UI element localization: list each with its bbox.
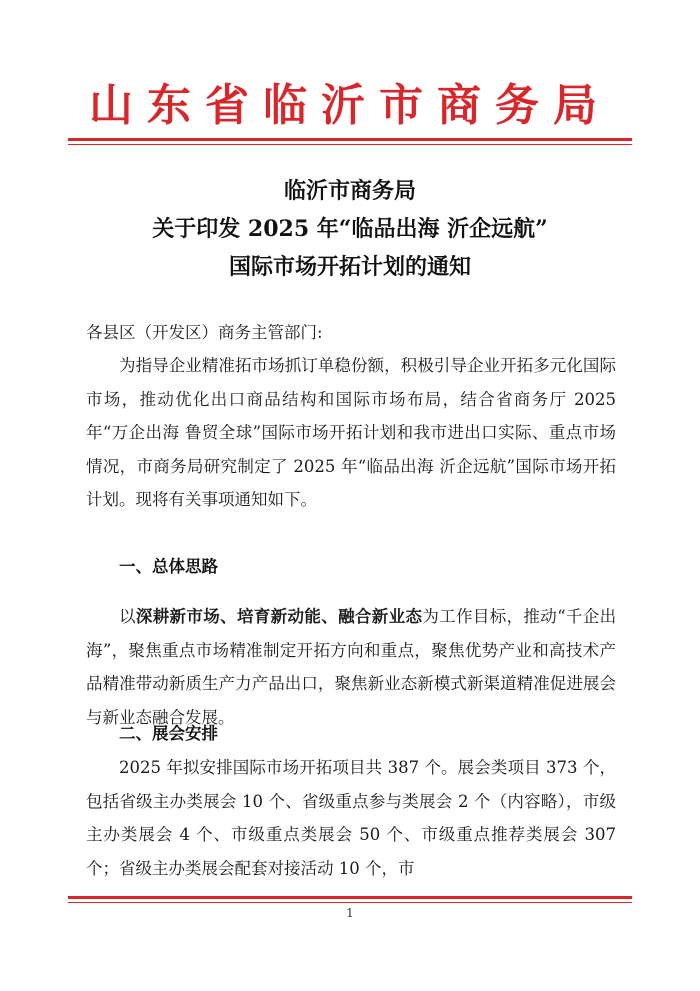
- footer-divider-thick: [68, 896, 632, 899]
- footer-divider-thin: [68, 902, 632, 903]
- letterhead-divider-thin: [68, 144, 632, 145]
- title-line-3: 国际市场开拓计划的通知: [228, 254, 471, 280]
- salutation: 各县区（开发区）商务主管部门:: [86, 323, 323, 342]
- title-line-2: 关于印发 2025 年“临品出海 沂企远航”: [152, 216, 548, 242]
- keyword-new-momentum: 培育新动能: [236, 607, 322, 626]
- paragraph-intro: 为指导企业精准拓市场抓订单稳份额，积极引导企业开拓多元化国际市场，推动优化出口商品结构和国际市场布局，结合省商务厅 2025 年“万企出海 鲁贸全球”国际市场开拓计划和我市进出口实际、重点市场情况，市商务局研究制定了 2025 年“临品出海 沂企远航”国际市场开拓计划。现将有关事项通知如下。: [86, 356, 616, 509]
- letterhead-org-name: 山东省临沂市商务局: [89, 80, 611, 131]
- section-heading-overall-approach: 一、总体思路: [119, 557, 218, 576]
- page-number: 1: [346, 906, 354, 920]
- document-title: [80, 172, 620, 286]
- paragraph-overall-approach: [86, 600, 616, 734]
- paragraph-exhibitions: 2025 年拟安排国际市场开拓项目共 387 个。展会类项目 373 个，包括省级主办类展会 10 个、省级重点参与类展会 2 个（内容略），市级主办类展会 4 个、市级重点类展会 50 个、市级重点推荐类展会 307 个；省级主办类展会配套对接活动 10 个，市: [86, 758, 616, 878]
- keyword-new-formats: 融合新业态: [338, 607, 423, 626]
- p2-rest: 为工作目标，推动“千企出海”，聚焦重点市场精准制定开拓方向和重点，聚焦优势产业和高技术产品精准带动新质生产力产品出口，聚焦新业态新模式新渠道精准促进展会与新业态融合发展。: [86, 607, 617, 727]
- section-heading-exhibitions: 二、展会安排: [119, 724, 218, 743]
- title-line-1: 临沂市商务局: [283, 178, 416, 204]
- keyword-separator-2: 、: [321, 607, 339, 626]
- keyword-separator-1: 、: [220, 607, 237, 626]
- keyword-new-markets: 深耕新市场: [135, 607, 221, 626]
- letterhead-divider-thick: [68, 138, 632, 141]
- p2-prefix: 以: [119, 607, 136, 626]
